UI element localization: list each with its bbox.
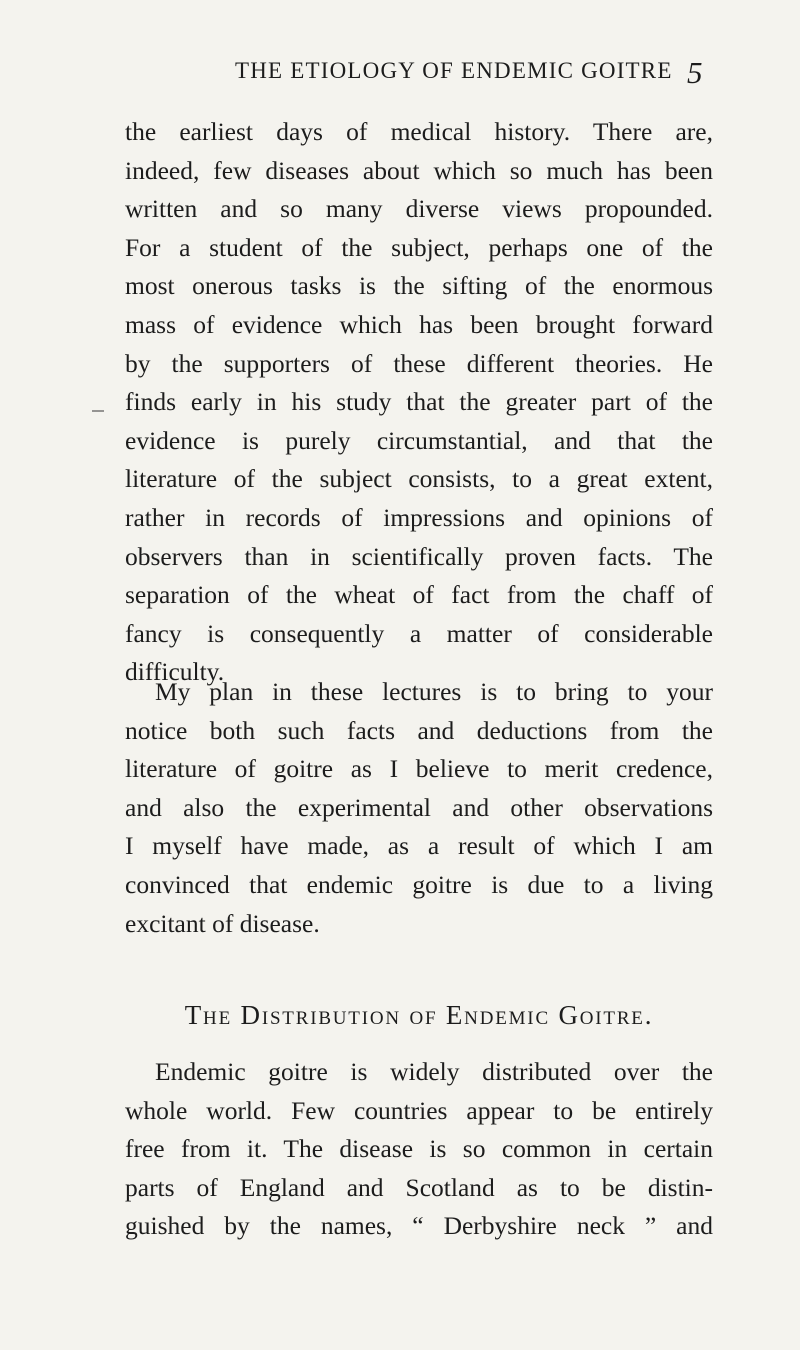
text-line: literature of the subject consists, to a great extent, bbox=[125, 464, 713, 494]
text-line: I myself have made, as a result of which I am bbox=[125, 831, 713, 861]
running-title: THE ETIOLOGY OF ENDEMIC GOITRE bbox=[235, 58, 673, 83]
text-line: My plan in these lectures is to bring to your bbox=[155, 677, 713, 706]
text-line: separation of the wheat of fact from the chaff of bbox=[125, 580, 713, 610]
text-line: observers than in scientifically proven facts. The bbox=[125, 541, 713, 571]
text-line: rather in records of impressions and opinions of bbox=[125, 502, 713, 532]
text-line: convinced that endemic goitre is due to a living bbox=[125, 869, 713, 899]
text-line: Endemic goitre is widely distributed over the bbox=[155, 1057, 713, 1086]
text-line: indeed, few diseases about which so much has been bbox=[125, 155, 713, 185]
text-line: mass of evidence which has been brought forward bbox=[125, 309, 713, 339]
running-head bbox=[0, 55, 800, 98]
text-line: and also the experimental and other observations bbox=[125, 792, 713, 822]
text-line: fancy is consequently a matter of considerable bbox=[125, 618, 713, 648]
text-line: literature of goitre as I believe to merit credence, bbox=[125, 754, 713, 784]
text-line: written and so many diverse views propounded. bbox=[125, 194, 713, 224]
text-line: most onerous tasks is the sifting of the enormous bbox=[125, 271, 713, 301]
section-heading: The Distribution of Endemic Goitre. bbox=[184, 1000, 654, 1030]
text-line: evidence is purely circumstantial, and that the bbox=[125, 425, 713, 455]
text-line: difficulty. bbox=[125, 657, 225, 687]
page-number: 5 bbox=[687, 55, 703, 90]
margin-mark bbox=[92, 410, 104, 412]
text-line: whole world. Few countries appear to be entirely bbox=[125, 1095, 713, 1125]
text-line: notice both such facts and deductions from the bbox=[125, 715, 713, 745]
text-line: For a student of the subject, perhaps one of the bbox=[125, 232, 713, 262]
text-line: guished by the names, “ Derbyshire neck ” and bbox=[125, 1211, 713, 1241]
text-line: by the supporters of these different theories. He bbox=[125, 348, 713, 378]
text-line: finds early in his study that the greater part of the bbox=[125, 387, 713, 417]
paragraph-2 bbox=[125, 673, 713, 943]
text-line: parts of England and Scotland as to be distin- bbox=[125, 1172, 713, 1202]
text-line: excitant of disease. bbox=[125, 908, 320, 938]
text-line: the earliest days of medical history. There are, bbox=[125, 117, 713, 146]
text-line: free from it. The disease is so common in certain bbox=[125, 1134, 713, 1164]
paragraph-1 bbox=[125, 113, 713, 692]
paragraph-3 bbox=[125, 1053, 713, 1246]
